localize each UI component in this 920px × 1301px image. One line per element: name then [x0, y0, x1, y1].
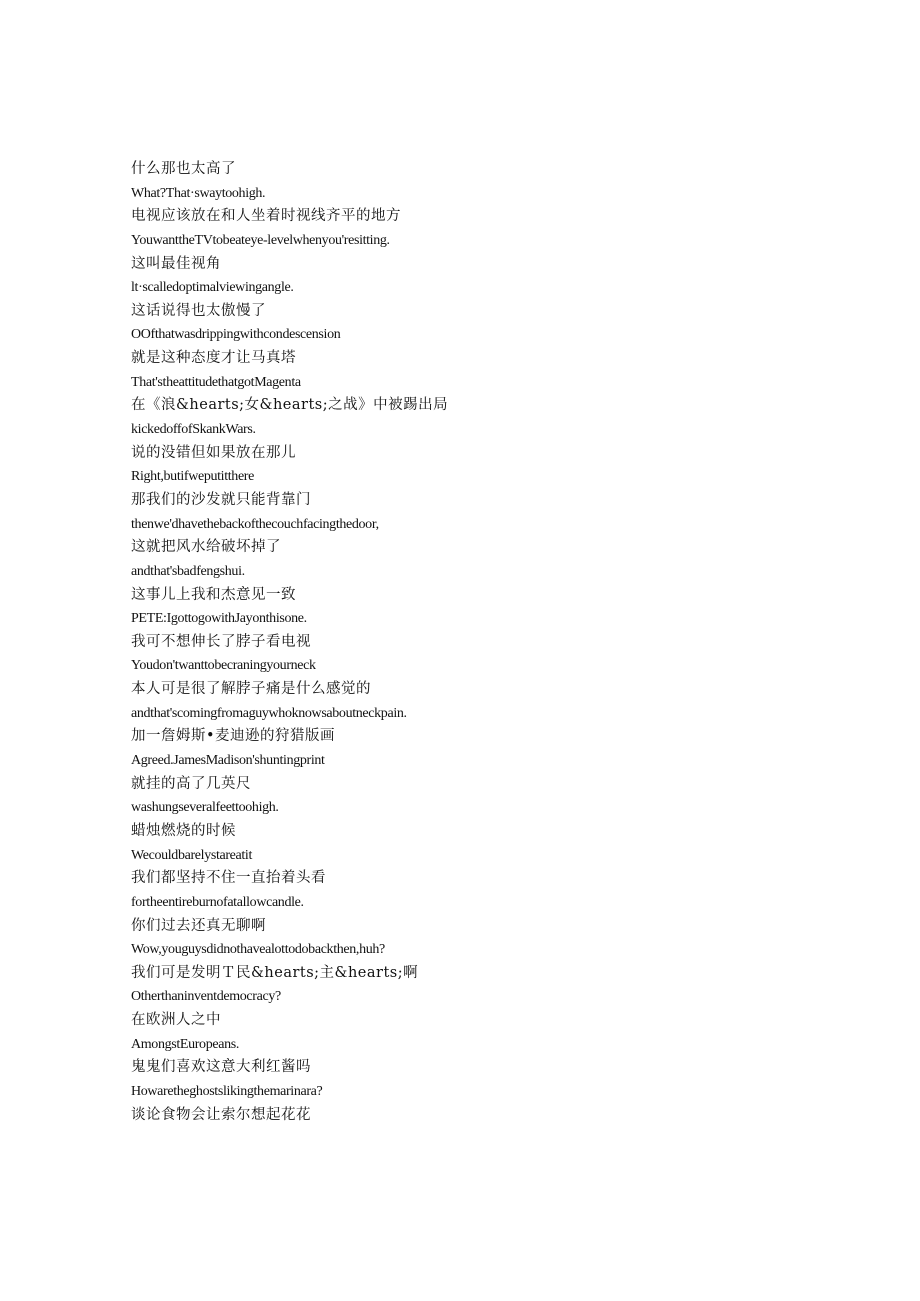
- subtitle-line-en: washungseveralfeettoohigh.: [131, 800, 279, 816]
- subtitle-line-zh: 你们过去还真无聊啊: [131, 917, 266, 934]
- subtitle-line-en: Right,butifweputitthere: [131, 469, 254, 485]
- subtitle-line-zh: 这话说得也太傲慢了: [131, 302, 266, 319]
- subtitle-line-zh: 谈论食物会让索尔想起花花: [131, 1106, 311, 1123]
- subtitle-line-zh: 我们可是发明Ｔ民&hearts;主&hearts;啊: [131, 964, 419, 981]
- subtitle-line-en: PETE:IgottogowithJayonthisone.: [131, 611, 307, 627]
- subtitle-line-zh: 我可不想伸长了脖子看电视: [131, 633, 311, 650]
- subtitle-line-zh: 我们都坚持不住一直抬着头看: [131, 870, 326, 887]
- subtitle-line-en: andthat'scomingfromaguywhoknowsaboutneckpain.: [131, 705, 407, 721]
- subtitle-line-en: fortheentireburnofatallowcandle.: [131, 894, 304, 910]
- subtitle-line-zh: 加一詹姆斯•麦迪逊的狩猎版画: [131, 728, 336, 745]
- subtitle-line-zh: 电视应该放在和人坐着时视线齐平的地方: [131, 208, 401, 225]
- subtitle-line-en: Wow,youguysdidnothavealottodobackthen,huh?: [131, 942, 385, 958]
- subtitle-line-zh: 在欧洲人之中: [131, 1012, 221, 1029]
- subtitle-line-en: AmongstEuropeans.: [131, 1036, 239, 1052]
- subtitle-line-en: lt·scalledoptimalviewingangle.: [131, 280, 294, 296]
- subtitle-line-zh: 这就把风水给破坏掉了: [131, 539, 281, 556]
- subtitle-line-en: YouwanttheTVtobeateye-levelwhenyou'resitting.: [131, 232, 390, 248]
- subtitle-line-zh: 蜡烛燃烧的时候: [131, 822, 236, 839]
- subtitle-line-en: Otherthaninventdemocracy?: [131, 989, 281, 1005]
- subtitle-line-en: kickedoffofSkankWars.: [131, 422, 256, 438]
- subtitle-line-zh: 就是这种态度才让马真塔: [131, 350, 296, 367]
- subtitle-line-en: What?That·swaytoohigh.: [131, 185, 266, 201]
- subtitle-line-zh: 就挂的高了几英尺: [131, 775, 251, 792]
- subtitle-line-en: Wecouldbarelystareatit: [131, 847, 253, 863]
- subtitle-line-en: thenwe'dhavethebackofthecouchfacingthedoor,: [131, 516, 379, 532]
- subtitle-line-en: That'stheattitudethatgotMagenta: [131, 374, 301, 390]
- subtitle-line-zh: 这事儿上我和杰意见一致: [131, 586, 296, 603]
- subtitle-line-zh: 这叫最佳视角: [131, 255, 221, 272]
- subtitle-list: [131, 158, 831, 1127]
- subtitle-line-zh: 本人可是很了解脖子痛是什么感觉的: [131, 681, 371, 698]
- subtitle-line-en: Agreed.JamesMadison'shuntingprint: [131, 753, 325, 769]
- subtitle-line-zh: 在《浪&hearts;女&hearts;之战》中被踢出局: [131, 397, 449, 414]
- subtitle-line-en: Howaretheghostslikingthemarinara?: [131, 1083, 323, 1099]
- subtitle-line-en: Youdon'twanttobecraningyourneck: [131, 658, 316, 674]
- subtitle-line-zh: 鬼鬼们喜欢这意大利红酱吗: [131, 1059, 311, 1076]
- subtitle-line-zh: 说的没错但如果放在那儿: [131, 444, 296, 461]
- subtitle-line-en: OOfthatwasdrippingwithcondescension: [131, 327, 341, 343]
- subtitle-line-zh: 那我们的沙发就只能背靠门: [131, 491, 311, 508]
- subtitle-line-zh: 什么那也太高了: [131, 161, 236, 177]
- subtitle-line-en: andthat'sbadfengshui.: [131, 563, 245, 579]
